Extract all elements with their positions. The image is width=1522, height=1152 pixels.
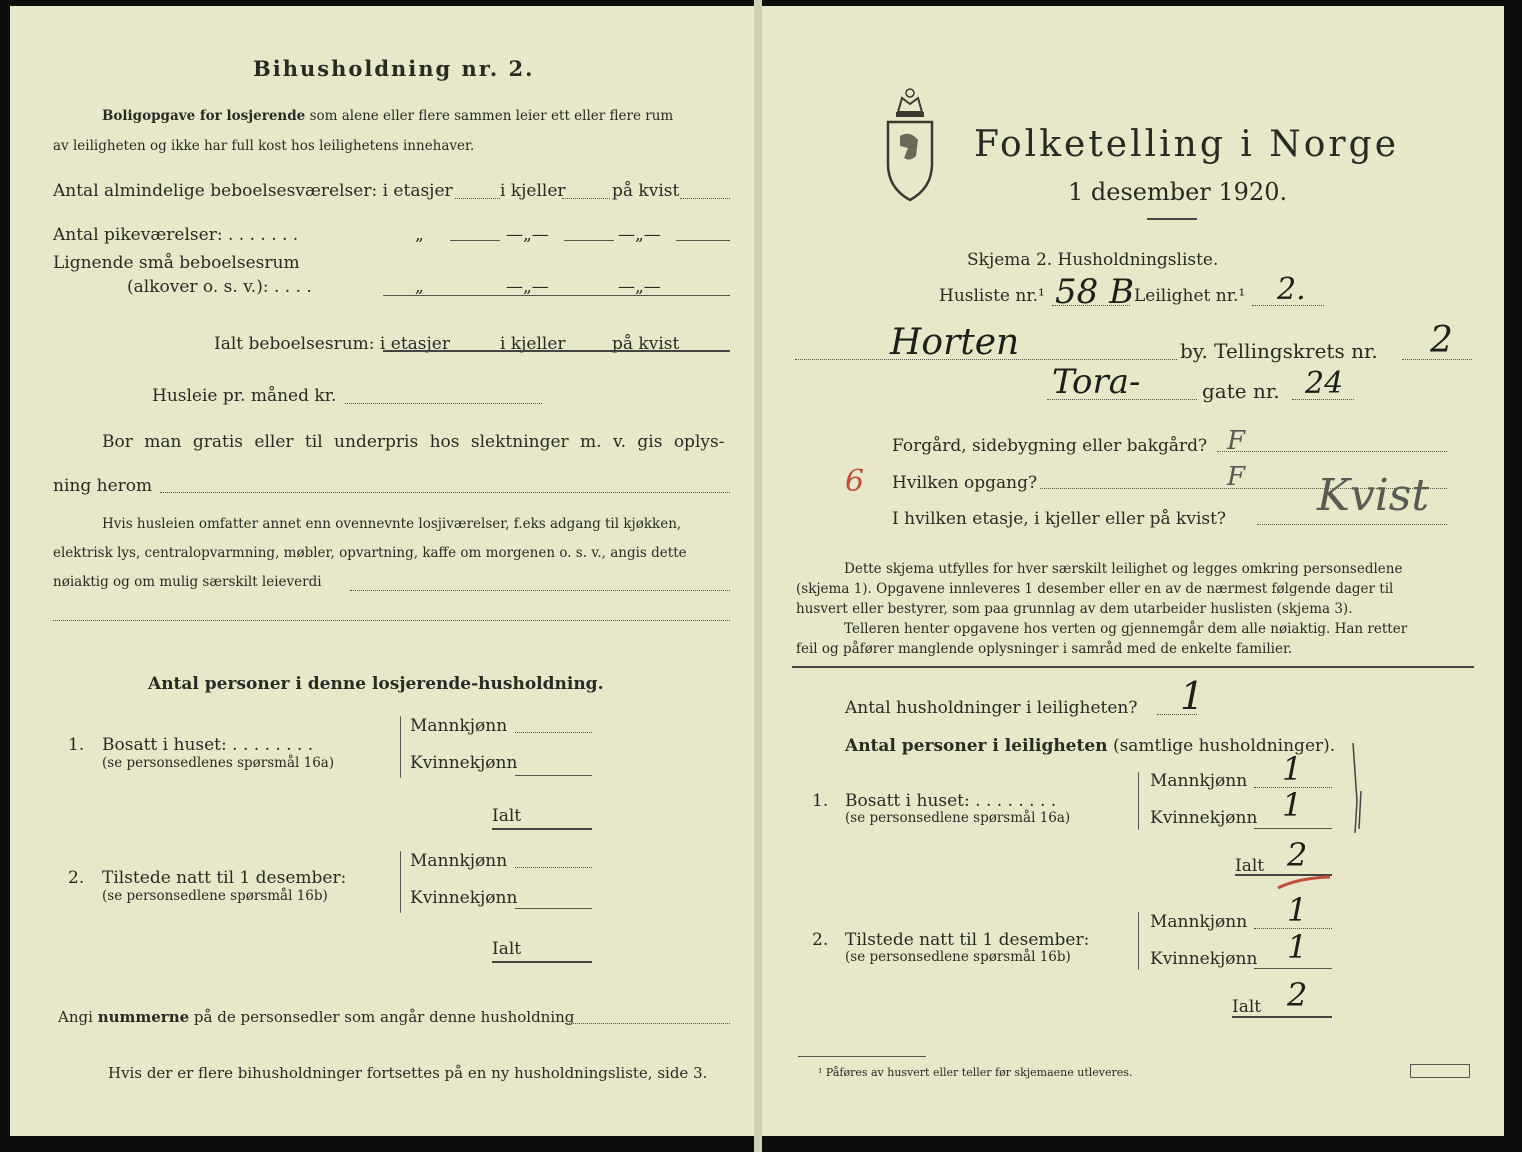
q2-ialt-value: 2: [1287, 976, 1308, 1014]
q1-mann-value: 1: [1282, 750, 1303, 788]
q1-kvinne-value: 1: [1282, 786, 1303, 824]
q2-mann-value: 1: [1287, 891, 1308, 929]
gratis-line-1: Bor man gratis eller til underpris hos slektninger m. v. gis oplys-: [102, 432, 725, 452]
page-gutter: [754, 0, 762, 1152]
leilighet-value: 2.: [1277, 272, 1306, 307]
etasje-label: I hvilken etasje, i kjeller eller på kvist?: [892, 509, 1227, 529]
left-q2-label: Tilstede natt til 1 desember:: [102, 868, 347, 888]
husholdninger-value: 1: [1180, 674, 1205, 718]
personer-heading: Antal personer i leiligheten (samtlige husholdninger).: [845, 736, 1336, 756]
left-title: Bihusholdning nr. 2.: [253, 56, 535, 81]
q1-ialt-value: 2: [1287, 836, 1308, 874]
norway-coat-of-arms-icon: [880, 84, 940, 204]
pike-label: Antal pikeværelser: . . . . . . .: [53, 225, 299, 245]
right-q2-label: Tilstede natt til 1 desember:: [845, 930, 1090, 950]
right-title: Folketelling i Norge: [974, 124, 1399, 165]
forgaard-value: F: [1227, 426, 1246, 456]
gate-number-value: 24: [1305, 366, 1344, 401]
intro-line-2: av leiligheten og ikke har full kost hos leilighetens innehaver.: [53, 138, 475, 154]
q2-kvinne-value: 1: [1287, 928, 1308, 966]
skjema-label: Skjema 2. Husholdningsliste.: [967, 250, 1219, 270]
margin-mark: 6: [845, 464, 865, 499]
fine-print-1: Hvis husleien omfatter annet enn ovennevnte losjiværelser, f.eks adgang til kjøkken,: [102, 516, 682, 532]
right-q1-label: Bosatt i huset: . . . . . . . .: [845, 791, 1057, 811]
census-date: 1 desember 1920.: [1068, 178, 1288, 206]
husholdninger-label: Antal husholdninger i leiligheten?: [845, 698, 1138, 718]
forgaard-label: Forgård, sidebygning eller bakgård?: [892, 436, 1208, 456]
red-check-mark-icon: [1274, 874, 1334, 892]
footnote: ¹ Påføres av husvert eller teller før skjemaene utleveres.: [818, 1066, 1133, 1079]
tellingskrets-value: 2: [1430, 320, 1453, 361]
opgang-value: F: [1227, 462, 1246, 492]
etasje-value: Kvist: [1317, 470, 1430, 521]
intro-line-1: Boligopgave for losjerende som alene eller flere sammen leier ett eller flere rum: [102, 108, 674, 124]
husleie-label: Husleie pr. måned kr.: [152, 386, 337, 406]
instructions-1: Dette skjema utfylles for hver særskilt leilighet og legges omkring personsedlene: [844, 561, 1403, 577]
opgang-label: Hvilken opgang?: [892, 473, 1038, 493]
ialt-rooms-label: Ialt beboelsesrum: i etasjer: [214, 334, 450, 354]
husliste-value: 58 B: [1055, 272, 1135, 312]
printer-mark: [1410, 1064, 1470, 1078]
lignende-label: Lignende små beboelsesrum: [53, 253, 300, 273]
left-footer: Hvis der er flere bihusholdninger fortsettes på en ny husholdningsliste, side 3.: [108, 1064, 708, 1082]
gate-value: Tora-: [1052, 362, 1141, 402]
rooms-label: Antal almindelige beboelsesværelser: i etasjer: [53, 181, 453, 201]
angi-label: Angi nummerne på de personsedler som angår denne husholdning: [58, 1008, 575, 1026]
by-value: Horten: [890, 322, 1020, 363]
right-page: Folketelling i Norge 1 desember 1920. Skjema 2. Husholdningsliste. Husliste nr.¹ 58 B Leilighet nr.¹ 2. Horten by. Tellingskrets nr. 2 Tora- gate nr. 24 Forgård, sidebygning eller bakgård? F 6 Hvilken opgang? F I hvilken etasje, i kjeller eller på kvist? Kvist Dette skjema utfylles for hver særskilt leilighet og legges omkring personsedlene (skjema 1). Opgavene innleveres 1 desember eller en av de nærmest følgende dager til husvert eller bestyrer, som paa grunnlag av dem utarbeider huslisten (skjema 3). Telleren henter opgavene hos verten og gjennemgår dem alle nøiaktig. Han retter feil og påfører manglende oplysninger i samråd med de enkelte familier. Antal husholdninger i leiligheten? 1 Antal personer i leiligheten (samtlige husholdninger). 1. Bosatt i huset: . . . . . . . . (se personsedlene spørsmål 16a) Mannkjønn 1 Kvinnekjønn 1 Ialt 2 2. Tilstede natt til 1 desember: (se personsedlene spørsmål 16b) Mannkjønn 1 Kvinnekjønn 1 Ialt 2 ¹ Påføres av husvert eller teller før skjemaene utleveres.: [762, 6, 1504, 1136]
left-q1-label: Bosatt i huset: . . . . . . . .: [102, 735, 314, 755]
margin-tick-icon: [1347, 741, 1367, 841]
left-page: Bihusholdning nr. 2. Boligopgave for losjerende som alene eller flere sammen leier ett eller flere rum av leiligheten og ikke har full kost hos leilighetens innehaver. Antal almindelige beboelsesværelser: i etasjer i kjeller på kvist Antal pikeværelser: . . . . . . . „ —„— —„— Lignende små beboelsesrum (alkover o. s. v.): . . . . „ —„— —„— Ialt beboelsesrum: i etasjer i kjeller på kvist Husleie pr. måned kr. Bor man gratis eller til underpris hos slektninger m. v. gis oplys- ning herom Hvis husleien omfatter annet enn ovennevnte losjiværelser, f.eks adgang til kjøkken, elektrisk lys, centralopvarmning, møbler, opvartning, kaffe om morgenen o. s. v., angis dette nøiaktig og om mulig særskilt leieverdi Antal personer i denne losjerende-husholdning. 1. Bosatt i huset: . . . . . . . . (se personsedlenes spørsmål 16a) Mannkjønn Kvinnekjønn Ialt 2. Tilstede natt til 1 desember: (se personsedlene spørsmål 16b) Mannkjønn Kvinnekjønn Ialt Angi nummerne på de personsedler som angår denne husholdning Hvis der er flere bihusholdninger fortsettes på en ny husholdningsliste, side 3.: [10, 6, 754, 1136]
persons-title: Antal personer i denne losjerende-husholdning.: [148, 674, 604, 694]
